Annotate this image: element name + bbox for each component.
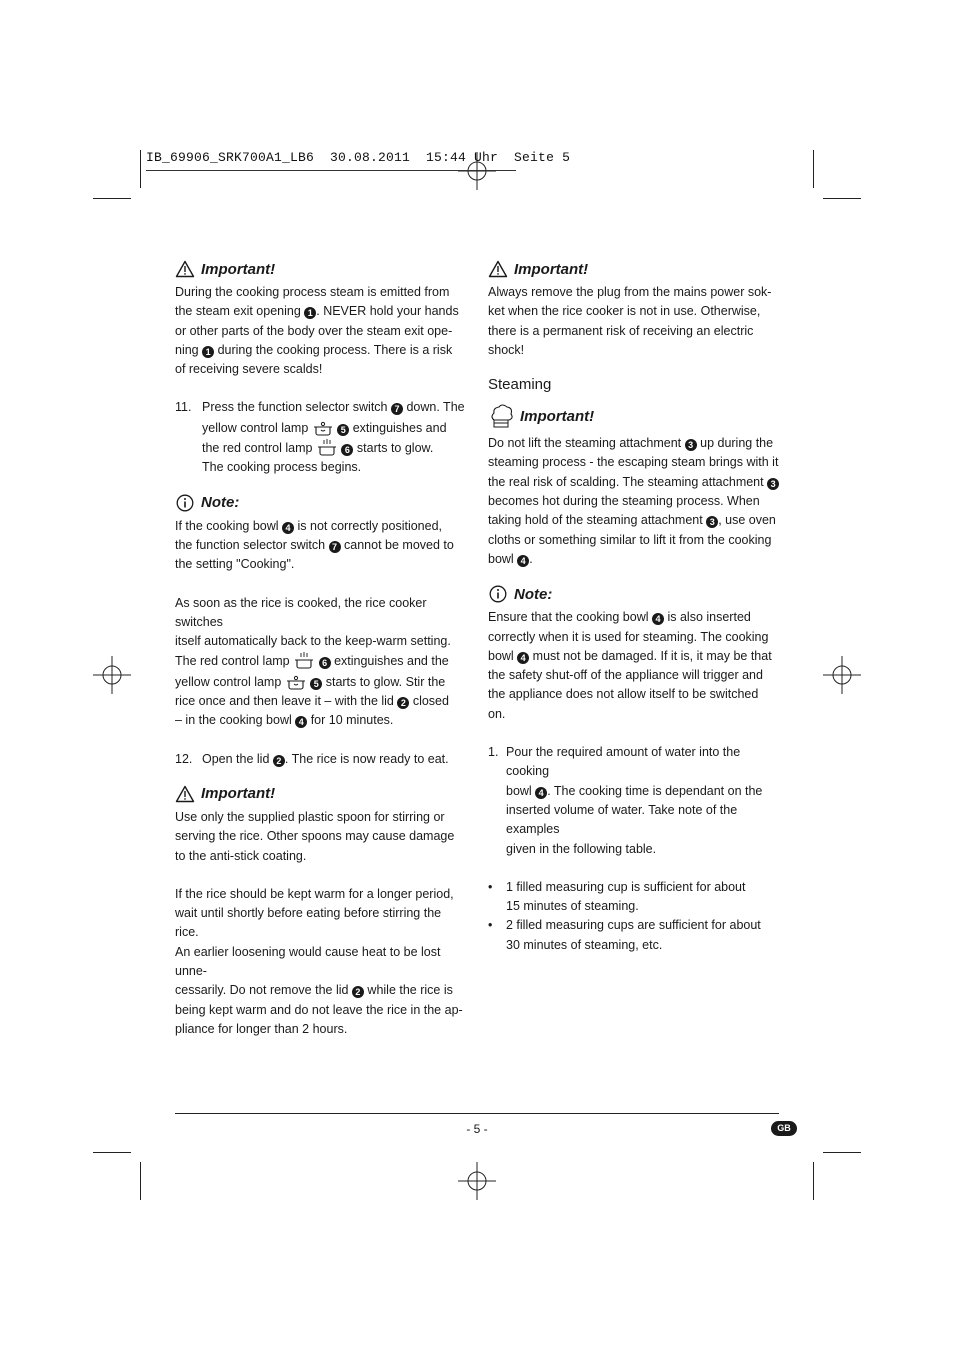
warning-triangle-icon bbox=[175, 785, 195, 803]
body-line: the red control lamp 6 starts to glow. bbox=[202, 438, 465, 458]
ref-number: 3 bbox=[767, 478, 779, 490]
body-line: 30 minutes of steaming, etc. bbox=[506, 937, 663, 952]
control-lamp-icon bbox=[293, 651, 315, 669]
note-title: Note: bbox=[514, 585, 553, 603]
ref-number: 4 bbox=[517, 555, 529, 567]
body-line: The red control lamp 6 extinguishes and the bbox=[175, 651, 467, 671]
body-line: Do not lift the steaming attachment 3 up during the bbox=[488, 436, 774, 451]
body-line: correctly when it is used for steaming. The cooking bbox=[488, 629, 769, 644]
ref-number: 4 bbox=[535, 787, 547, 799]
body-line: taking hold of the steaming attachment 3 , use oven bbox=[488, 513, 776, 528]
body-line: wait until shortly before eating before stirring the rice. bbox=[175, 906, 442, 940]
ref-number: 2 bbox=[352, 986, 364, 998]
body-line: – in the cooking bowl 4 for 10 minutes. bbox=[175, 713, 394, 728]
ref-number: 7 bbox=[329, 541, 341, 553]
ref-number: 3 bbox=[706, 516, 718, 528]
body-line: to the anti-stick coating. bbox=[175, 848, 307, 863]
body-line: 1 filled measuring cup is sufficient for about bbox=[506, 879, 746, 894]
step-12 bbox=[175, 750, 467, 769]
body-line: the real risk of scalding. The steaming attachment 3 bbox=[488, 473, 780, 492]
body-line: ning 1 during the cooking process. There is a risk bbox=[175, 342, 453, 357]
control-lamp-icon bbox=[316, 438, 338, 456]
registration-mark bbox=[823, 656, 861, 694]
registration-mark bbox=[93, 656, 131, 694]
body-line: cloths or something similar to lift it from the cooking bbox=[488, 532, 772, 547]
body-line: bowl 4 . bbox=[488, 551, 533, 566]
ref-number: 1 bbox=[202, 346, 214, 358]
body-line: the safety shut-off of the appliance will trigger and bbox=[488, 668, 763, 683]
body-line: ket when the rice cooker is not in use. Otherwise, bbox=[488, 304, 761, 319]
step-number: 11. bbox=[175, 400, 192, 415]
body-line: rice once and then leave it – with the lid 2 closed bbox=[175, 694, 449, 709]
ref-number: 5 bbox=[310, 678, 322, 690]
warning-triangle-icon bbox=[488, 260, 508, 278]
footer-rule bbox=[175, 1113, 779, 1114]
important-heading bbox=[175, 258, 467, 280]
body-line: there is a permanent risk of receiving an electric bbox=[488, 323, 754, 338]
important-heading bbox=[488, 258, 780, 280]
crop-mark bbox=[813, 150, 814, 188]
body-line: of receiving severe scalds! bbox=[175, 362, 323, 377]
crop-mark bbox=[93, 1152, 131, 1153]
important-title: Important! bbox=[520, 407, 595, 425]
body-line: During the cooking process steam is emitted from bbox=[175, 285, 450, 299]
body-line: becomes hot during the steaming process. When bbox=[488, 494, 760, 509]
body-line: bowl 4 . The cooking time is dependant on the bbox=[506, 783, 763, 798]
body-line: inserted volume of water. Take note of the examples bbox=[506, 802, 738, 837]
crop-mark bbox=[823, 198, 861, 199]
step-number: 1. bbox=[488, 745, 499, 760]
body-line: the appliance does not allow itself to be switched bbox=[488, 687, 759, 702]
body-line: The cooking process begins. bbox=[202, 460, 362, 475]
body-line: or other parts of the body over the steam exit ope- bbox=[175, 323, 453, 338]
ref-number: 3 bbox=[685, 439, 697, 451]
body-line: yellow control lamp 5 extinguishes and bbox=[202, 418, 465, 438]
body-line: Use only the supplied plastic spoon for stirring or bbox=[175, 809, 445, 824]
ref-number: 4 bbox=[295, 716, 307, 728]
body-line: given in the following table. bbox=[506, 841, 657, 856]
body-line: An earlier loosening would cause heat to be lost unne- bbox=[175, 944, 441, 979]
crop-mark bbox=[140, 150, 141, 188]
body-line: cessarily. Do not remove the lid 2 while the rice is bbox=[175, 983, 453, 998]
ref-number: 6 bbox=[319, 657, 331, 669]
note-heading bbox=[488, 583, 780, 605]
body-line: 2 filled measuring cups are sufficient for about bbox=[506, 918, 761, 933]
section-title: Steaming bbox=[488, 376, 552, 394]
language-badge: GB bbox=[771, 1121, 797, 1136]
hot-steam-icon bbox=[488, 402, 514, 430]
body-line: Press the function selector switch 7 down. The bbox=[202, 400, 465, 415]
ref-number: 4 bbox=[652, 613, 664, 625]
step-11 bbox=[175, 398, 467, 477]
body-line: shock! bbox=[488, 342, 525, 357]
bullet: • bbox=[488, 879, 493, 894]
crop-mark bbox=[823, 1152, 861, 1153]
step-1 bbox=[488, 743, 780, 859]
list-item bbox=[488, 878, 780, 917]
body-line: the function selector switch 7 cannot be moved to bbox=[175, 537, 454, 552]
body-line: pliance for longer than 2 hours. bbox=[175, 1021, 348, 1036]
body-line: itself automatically back to the keep-warm setting. bbox=[175, 634, 451, 649]
ref-number: 1 bbox=[304, 307, 316, 319]
body-line: being kept warm and do not leave the rice in the ap- bbox=[175, 1002, 463, 1017]
body-line: Open the lid 2 . The rice is now ready to eat. bbox=[202, 751, 449, 766]
control-lamp-icon bbox=[285, 672, 307, 690]
body-line: 15 minutes of steaming. bbox=[506, 899, 639, 914]
body-line: Ensure that the cooking bowl 4 is also inserted bbox=[488, 610, 751, 625]
crop-mark bbox=[140, 1162, 141, 1200]
body-line: If the cooking bowl 4 is not correctly positioned, bbox=[175, 518, 443, 533]
ref-number: 2 bbox=[397, 697, 409, 709]
ref-number: 5 bbox=[337, 424, 349, 436]
body-line: on. bbox=[488, 706, 506, 721]
body-line: As soon as the rice is cooked, the rice cooker switches bbox=[175, 595, 427, 629]
page-number: - 5 - bbox=[466, 1122, 488, 1136]
print-slug: IB_69906_SRK700A1_LB6 30.08.2011 15:44 Uhr Seite 5 bbox=[146, 150, 571, 165]
body-line: bowl 4 must not be damaged. If it is, it may be that bbox=[488, 648, 772, 663]
ref-number: 4 bbox=[517, 652, 529, 664]
control-lamp-icon bbox=[312, 418, 334, 436]
body-line: steaming process - the escaping steam brings with it bbox=[488, 455, 779, 470]
registration-mark bbox=[458, 1162, 496, 1200]
body-line: the steam exit opening 1 . NEVER hold your hands bbox=[175, 304, 459, 319]
ref-number: 6 bbox=[341, 444, 353, 456]
warning-triangle-icon bbox=[175, 260, 195, 278]
ref-number: 7 bbox=[391, 403, 403, 415]
ref-number: 4 bbox=[282, 522, 294, 534]
body-line: yellow control lamp 5 starts to glow. Stir the bbox=[175, 672, 467, 692]
body-line: the setting "Cooking". bbox=[175, 557, 295, 572]
important-heading bbox=[488, 401, 780, 431]
info-circle-icon bbox=[175, 494, 195, 512]
important-title: Important! bbox=[201, 260, 276, 278]
important-title: Important! bbox=[201, 785, 276, 803]
important-heading bbox=[175, 783, 467, 805]
list-item bbox=[488, 916, 780, 955]
info-circle-icon bbox=[488, 585, 508, 603]
body-line: serving the rice. Other spoons may cause damage bbox=[175, 829, 455, 844]
crop-mark bbox=[93, 198, 131, 199]
right-column bbox=[488, 258, 780, 955]
body-line: Pour the required amount of water into the cooking bbox=[506, 745, 741, 779]
note-heading bbox=[175, 492, 467, 514]
body-line: Always remove the plug from the mains power sok- bbox=[488, 285, 772, 299]
important-title: Important! bbox=[514, 260, 589, 278]
left-column bbox=[175, 258, 467, 1039]
ref-number: 2 bbox=[273, 755, 285, 767]
body-line: If the rice should be kept warm for a longer period, bbox=[175, 886, 454, 901]
slug-underline bbox=[146, 170, 516, 171]
bullet: • bbox=[488, 918, 493, 933]
step-number: 12. bbox=[175, 751, 193, 766]
crop-mark bbox=[813, 1162, 814, 1200]
note-title: Note: bbox=[201, 494, 240, 512]
